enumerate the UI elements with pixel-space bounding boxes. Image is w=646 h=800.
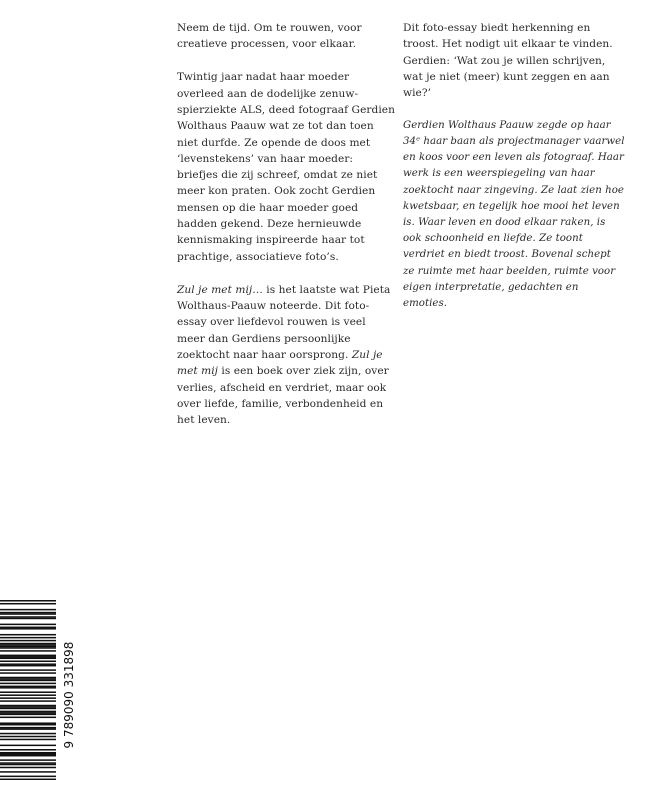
barcode-bar — [0, 612, 56, 614]
barcode-bar — [0, 644, 56, 646]
barcode-bar — [0, 609, 56, 611]
barcode-bar — [0, 745, 56, 747]
barcode-bar — [0, 771, 56, 773]
barcode-bar — [0, 712, 56, 714]
intro-paragraph: Neem de tijd. Om te rouwen, voor creatieve processen, voor elkaar. — [177, 22, 362, 51]
barcode-bar — [0, 663, 56, 665]
barcode-bar — [0, 706, 56, 708]
barcode-bar — [0, 759, 56, 761]
barcode-bar — [0, 728, 56, 730]
barcode-bar — [0, 643, 56, 645]
book-description-paragraph — [177, 282, 395, 429]
barcode-bar — [0, 727, 56, 729]
barcode-bars — [0, 600, 56, 780]
barcode-bar — [0, 634, 56, 636]
barcode-bar — [0, 752, 56, 754]
barcode-bar — [0, 683, 56, 685]
barcode-bar — [0, 669, 56, 671]
isbn-digits — [58, 612, 80, 780]
barcode-bar — [0, 624, 56, 626]
barcode-bar — [0, 776, 56, 778]
barcode-bar — [0, 616, 56, 618]
barcode-bar — [0, 708, 56, 710]
barcode-bar — [0, 733, 56, 735]
barcode-bar — [0, 722, 56, 724]
barcode-bar — [0, 739, 56, 741]
barcode-bar — [0, 755, 56, 757]
barcode-bar — [0, 700, 56, 702]
barcode-bar — [0, 711, 56, 713]
barcode-bar — [0, 705, 56, 707]
barcode-bar — [0, 627, 56, 629]
book-title-italic-2: Zul je met mij — [177, 348, 383, 378]
barcode-bar — [0, 650, 56, 652]
barcode-bar — [0, 655, 56, 657]
barcode-bar — [0, 736, 56, 738]
barcode-bar — [0, 767, 56, 769]
book-description-text-1: is het laatste wat Pieta Wolthaus-Paauw noteerde. Dit foto-essay over liefdevol rouwen is veel meer dan Gerdiens persoonlijke zoektocht naar haar oorsprong. — [177, 283, 391, 361]
barcode-bar — [0, 613, 56, 615]
barcode-bar — [0, 672, 56, 674]
left-text-column — [177, 20, 395, 445]
book-title-italic-1: Zul je met mij… — [177, 283, 263, 296]
barcode-bar — [0, 697, 56, 699]
barcode-bar — [0, 724, 56, 726]
barcode-bar — [0, 762, 56, 764]
barcode-bar — [0, 656, 56, 658]
barcode-bar — [0, 618, 56, 620]
isbn-number: 9 789090 331898 — [62, 641, 76, 749]
barcode-bar — [0, 749, 56, 751]
story-paragraph: Twintig jaar nadat haar moeder overleed aan de dodelijke zenuw-spierziekte ALS, deed fotograaf Gerdien Wolthaus Paauw wat ze tot dan toen niet durfde. Ze opende de doos met ‘levenstekens’ van haar moeder: briefjes die zij schreef, omdat ze niet meer kon praten. Ook zocht Gerdien mensen op die haar moeder goed hadden gekend. Deze hernieuwde kennismaking inspireerde haar tot prachtige, associatieve foto’s. — [177, 71, 395, 263]
barcode-bar — [0, 691, 56, 693]
right-text-column — [403, 20, 625, 329]
book-description-text-2: is een boek over ziek zijn, over verlies, afscheid en verdriet, maar ook over liefde, familie, verbondenheid en het leven. — [177, 365, 389, 427]
barcode-bar — [0, 665, 56, 667]
barcode-bar — [0, 717, 56, 719]
barcode-bar — [0, 637, 56, 639]
barcode-bar — [0, 660, 56, 662]
barcode-bar — [0, 647, 56, 649]
barcode-bar — [0, 687, 56, 689]
barcode-bar — [0, 753, 56, 755]
author-bio-paragraph: Gerdien Wolthaus Paauw zegde op haar 34ᵉ haar baan als projectmanager vaarwel en koos voor een leven als fotograaf. Haar werk is een weerspiegeling van haar zoektocht naar zingeving. Ze laat zien hoe kwetsbaar, en tegelijk hoe mooi het leven is. Waar leven en dood elkaar raken, is ook schoonheid en liefde. Ze toont verdriet en biedt troost. Bovenal schept ze ruimte met haar beelden, ruimte voor eigen interpretatie, gedachten en emoties. — [403, 119, 625, 310]
barcode-bar — [0, 603, 56, 605]
barcode-bar — [0, 680, 56, 682]
barcode-bar — [0, 628, 56, 630]
barcode-bar — [0, 714, 56, 716]
barcode-bar — [0, 764, 56, 766]
barcode-bar — [0, 646, 56, 648]
barcode-bar — [0, 694, 56, 696]
barcode-bar — [0, 600, 56, 602]
barcode-bar — [0, 640, 56, 642]
barcode-bar — [0, 658, 56, 660]
barcode-bar — [0, 779, 56, 780]
recognition-paragraph: Dit foto-essay biedt herkenning en troost. Het nodigt uit elkaar te vinden. Gerdien: ‘Wat zou je willen schrijven, wat je niet (meer) kunt zeggen en aan wie?’ — [403, 22, 613, 100]
barcode-bar — [0, 678, 56, 680]
barcode-bar — [0, 677, 56, 679]
barcode-bar — [0, 686, 56, 688]
